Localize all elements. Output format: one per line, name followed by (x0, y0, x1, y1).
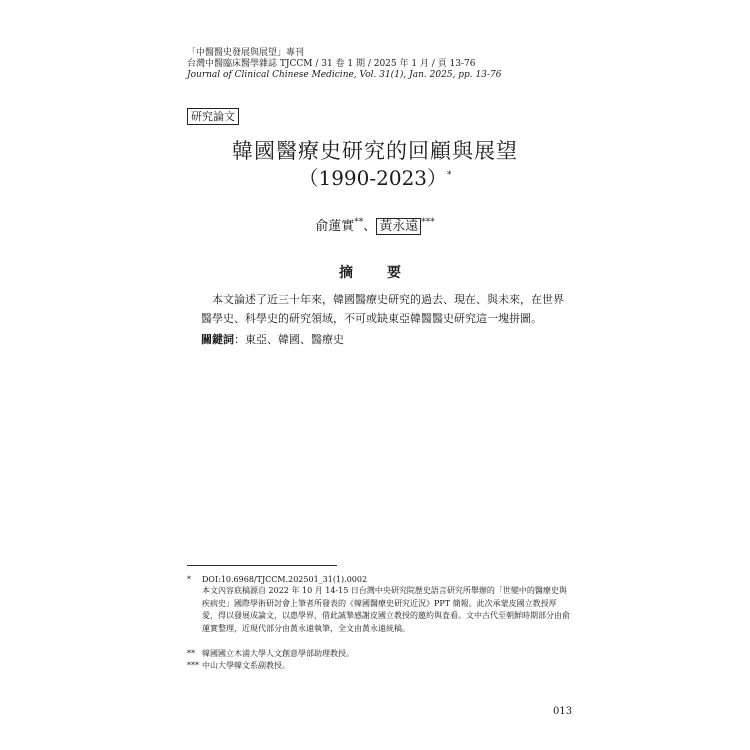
keywords-colon: ： (234, 333, 245, 346)
author-1-footnote-mark: ** (354, 217, 364, 228)
footnote-1-doi: DOI:10.6968/TJCCM.202501_31(1).0002 (202, 575, 368, 584)
footnote-2-mark: ** (187, 649, 195, 658)
page-number: 013 (553, 706, 573, 717)
author-separator: 、 (363, 219, 377, 234)
keywords-value: 東亞、韓國、醫療史 (245, 333, 344, 346)
author-1: 俞蓮實 (315, 219, 355, 234)
footnote-1-mark: * (187, 575, 191, 584)
running-header-special-issue: 「中醫醫史發展與展望」專刊 (187, 48, 305, 58)
article-title: 韓國醫療史研究的回顧與展望 (232, 139, 518, 163)
footnote-2-text: 韓國國立木浦大學人文創意學部助理教授。 (202, 649, 354, 658)
article-subtitle-text: （1990-2023） (298, 166, 448, 190)
footnote-divider (187, 565, 337, 566)
abstract-heading: 摘 要 (339, 265, 411, 281)
author-2-footnote-mark: *** (421, 217, 435, 228)
author-line (0, 215, 750, 234)
footnote-1-text: 本文內容底稿源自 2022 年 10 月 14-15 日台灣中央研究院歷史語言研究所舉辦的「世變中的醫療史與疾病史」國際學術研討會上筆者所發表的《韓國醫療史研究近況》PPT 簡報。此次承蒙皮國立教授厚愛，得以發展成論文，以惠學界，借此誠摯感謝皮國立教授的邀約與査看。文中古代至朝鮮時期部分由俞蓮實整理，近現代部分由黃永遠執筆，全文由黃永遠統稿。 (202, 586, 570, 633)
subtitle-footnote-mark: * (447, 170, 452, 181)
keywords-line (201, 331, 344, 347)
footnote-3-text: 中山大學韓文系副教授。 (202, 661, 290, 670)
running-header-journal-en: Journal of Clinical Chinese Medicine, Vol. 31(1), Jan. 2025, pp. 13-76 (187, 70, 502, 80)
author-2: 黃永遠 (376, 218, 421, 235)
article-type-tag: 研究論文 (187, 108, 239, 125)
article-subtitle (0, 162, 750, 191)
footnote-3-mark: *** (187, 661, 199, 670)
abstract-text: 本文論述了近三十年來，韓國醫療史研究的過去、現在、與未來，在世界醫學史、科學史的研究領域，不可或缺東亞韓醫醫史研究這一塊拼圖。 (201, 293, 564, 325)
running-header-journal-cn: 台灣中醫臨床醫學雜誌 TJCCM / 31 卷 1 期 / 2025 年 1 月 / 頁 13-76 (187, 59, 476, 69)
keywords-label: 關鍵詞 (201, 333, 234, 346)
